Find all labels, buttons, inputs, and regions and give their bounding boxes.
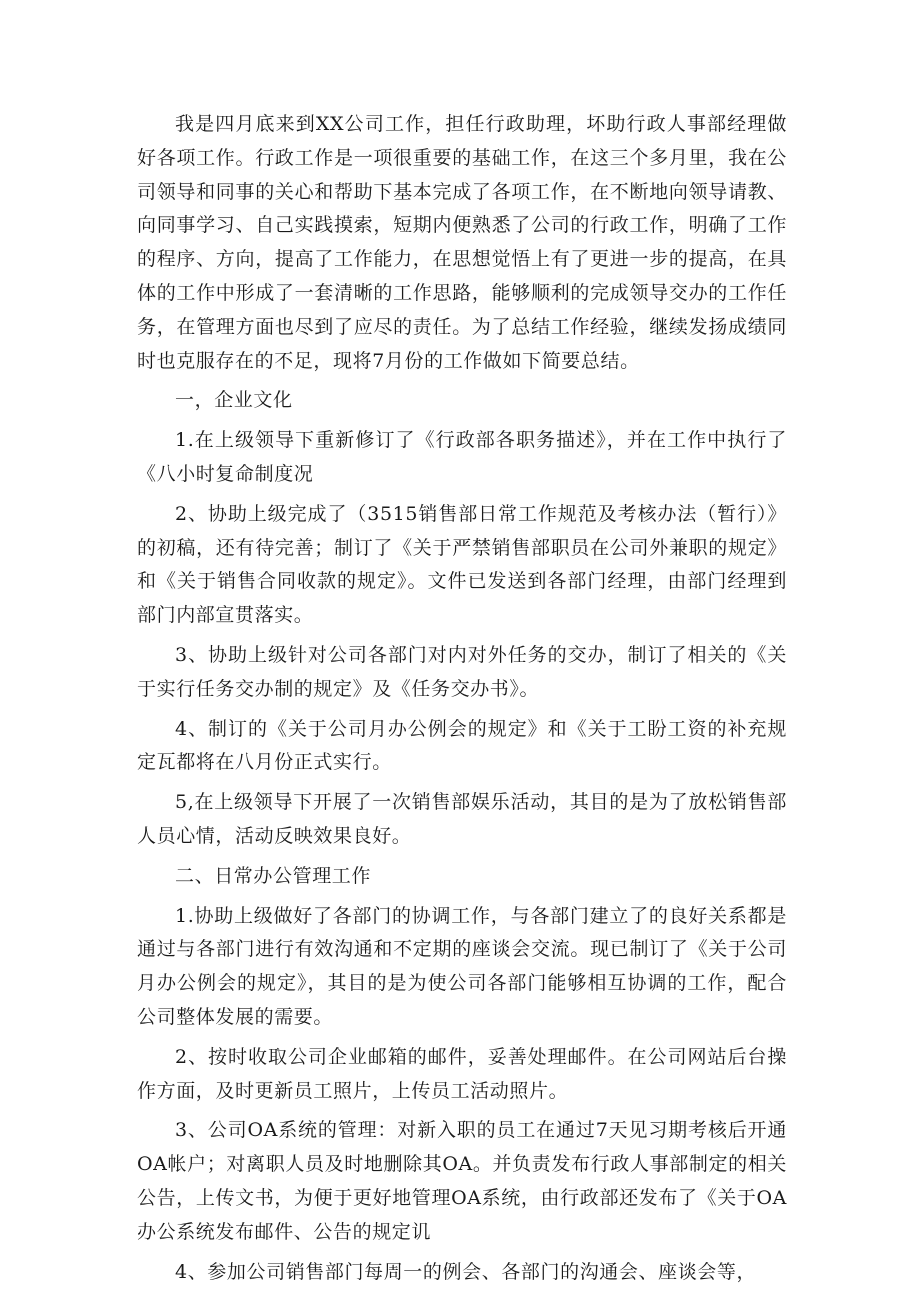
list-item: 1.协助上级做好了各部门的协调工作，与各部门建立了的良好关系都是通过与各部门进行有效沟通和不定期的座谈会交流。现已制订了《关于公司月办公例会的规定》，其目的是为使公司各部门能够相互协调的工作，配合公司整体发展的需要。 xyxy=(137,904,787,1028)
document-page xyxy=(137,108,787,1295)
list-item: 2、按时收取公司企业邮箱的邮件，妥善处理邮件。在公司网站后台操作方面，及时更新员工照片，上传员工活动照片。 xyxy=(137,1045,787,1102)
section-heading-daily-office-management: 二、日常办公管理工作 xyxy=(175,864,372,887)
list-item: 3、公司OA系统的管理：对新入职的员工在通过7天见习期考核后开通OA帐户；对离职人员及时地删除其OA。并负责发布行政人事部制定的相关公告，上传文书，为便于更好地管理OA系统，由行政部还发布了《关于OA办公系统发布邮件、公告的规定讥 xyxy=(137,1119,787,1243)
list-item: 5,在上级领导下开展了一次销售部娱乐活动，其目的是为了放松销售部人员心情，活动反映效果良好。 xyxy=(137,791,787,847)
list-item: 1.在上级领导下重新修订了《行政部各职务描述》，并在工作中执行了《八小时复命制度况 xyxy=(137,429,787,485)
list-item: 4、制订的《关于公司月办公例会的规定》和《关于工盼工资的补充规定瓦都将在八月份正式实行。 xyxy=(137,717,787,774)
section-heading-corporate-culture: 一，企业文化 xyxy=(175,389,293,412)
intro-paragraph: 我是四月底来到XX公司工作，担任行政助理，坏助行政人事部经理做好各项工作。行政工作是一项很重要的基础工作，在这三个多月里，我在公司领导和同事的关心和帮助下基本完成了各项工作，在不断地向领导请教、向同事学习、自己实践摸索，短期内便熟悉了公司的行政工作，明确了工作的程序、方向，提高了工作能力，在思想觉悟上有了更进一步的提高，在具体的工作中形成了一套清晰的工作思路，能够顺利的完成领导交办的工作任务，在管理方面也尽到了应尽的责任。为了总结工作经验，继续发扬成绩同时也克服存在的不足，现将7月份的工作做如下简要总结。 xyxy=(137,113,787,372)
list-item: 4、参加公司销售部门每周一的例会、各部门的沟通会、座谈会等， xyxy=(175,1260,757,1283)
list-item: 3、协助上级针对公司各部门对内对外任务的交办，制订了相关的《关于实行任务交办制的规定》及《任务交办书》。 xyxy=(137,643,787,700)
list-item: 2、协助上级完成了（3515销售部日常工作规范及考核办法（暂行）》的初稿，还有待完善；制订了《关于严禁销售部职员在公司外兼职的规定》和《关于销售合同收款的规定》。文件已发送到各部门经理，由部门经理到部门内部宣贯落实。 xyxy=(137,502,787,627)
